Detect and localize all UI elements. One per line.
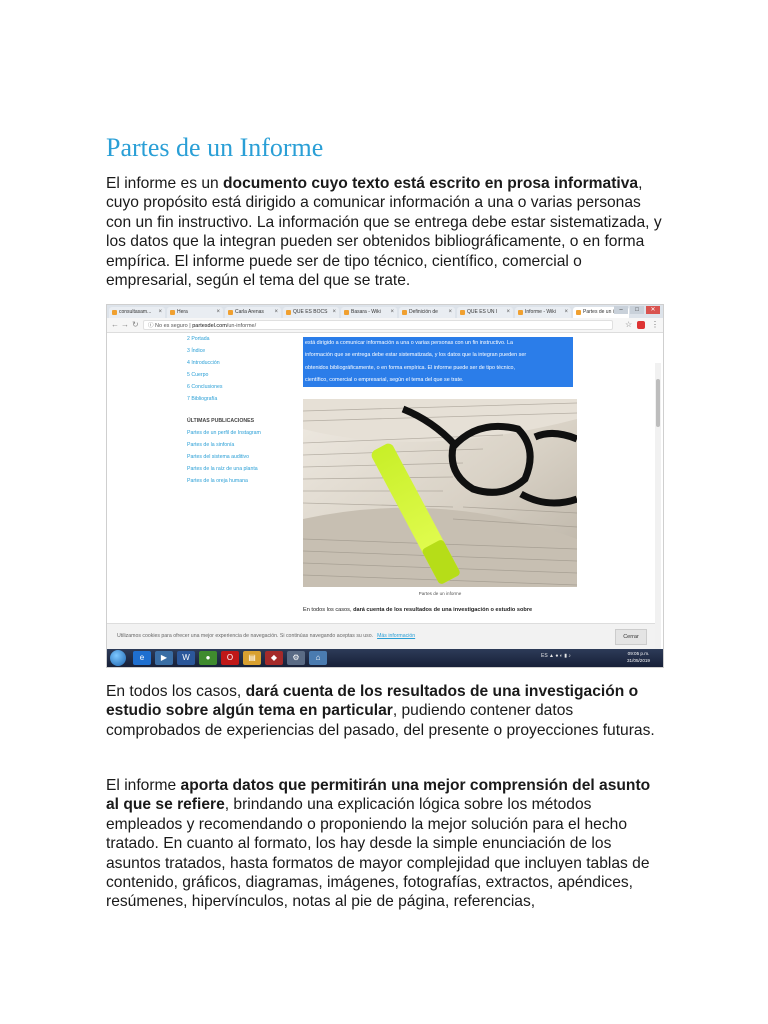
system-tray: ES ▲ ● ◐ ▮ ♪ bbox=[541, 653, 571, 659]
tab-label: consultasam... bbox=[119, 309, 152, 315]
sidebar bbox=[187, 333, 287, 487]
close-window-icon[interactable]: ✕ bbox=[646, 306, 660, 314]
settings-app-icon[interactable]: ⚙ bbox=[287, 651, 305, 665]
browser-tab[interactable] bbox=[515, 307, 571, 318]
sidebar-toc-link[interactable]: 4 Introducción bbox=[187, 360, 220, 366]
clock-time: 09:05 p.m. bbox=[627, 651, 650, 656]
chrome-icon[interactable]: ● bbox=[199, 651, 217, 665]
body-text-line bbox=[303, 607, 603, 613]
browser-tab[interactable] bbox=[283, 307, 339, 318]
paragraph-3 bbox=[106, 776, 662, 912]
browser-tab[interactable] bbox=[341, 307, 397, 318]
highlighted-line: obtenidos bibliográficamente, o en forma empírica. El informe puede ser de tipo técnico, bbox=[305, 364, 516, 371]
favicon-icon bbox=[576, 310, 581, 315]
clock-date: 31/05/2019 bbox=[627, 657, 650, 663]
favicon-icon bbox=[170, 310, 175, 315]
browser-tab[interactable] bbox=[109, 307, 165, 318]
browser-tab[interactable] bbox=[167, 307, 223, 318]
sidebar-post-link[interactable]: Partes de la sinfonía bbox=[187, 442, 235, 448]
scrollbar[interactable] bbox=[655, 363, 661, 651]
paragraph-2 bbox=[106, 682, 662, 740]
taskbar-clock[interactable] bbox=[627, 651, 650, 664]
word-icon[interactable]: W bbox=[177, 651, 195, 665]
tab-label: Partes de un i bbox=[583, 309, 614, 315]
tab-label: QUE ES UN I bbox=[467, 309, 498, 315]
text-run: El informe bbox=[106, 777, 181, 794]
open-book-glasses-photo bbox=[303, 399, 577, 587]
bold-text-run: dará cuenta de los resultados de una investigación o estudio sobre algún tema en particular bbox=[106, 683, 639, 720]
text-run: El informe es un bbox=[106, 175, 224, 192]
image-caption: Partes de un informe bbox=[418, 591, 462, 596]
sidebar-heading: ÚLTIMAS PUBLICACIONES bbox=[187, 418, 255, 424]
highlighted-text bbox=[303, 337, 573, 387]
favicon-icon bbox=[402, 310, 407, 315]
highlighted-line: científico, comercial o empresarial, según el tema del que se trate. bbox=[305, 377, 464, 384]
browser-tab[interactable] bbox=[399, 307, 455, 318]
browser-tab-bar bbox=[107, 305, 663, 318]
cookie-close-button[interactable]: Cerrar bbox=[615, 629, 647, 645]
sidebar-toc-link[interactable]: 3 Índice bbox=[187, 348, 206, 354]
page-title: Partes de un Informe bbox=[106, 133, 324, 162]
favicon-icon bbox=[344, 310, 349, 315]
opera-icon[interactable]: O bbox=[221, 651, 239, 665]
cookie-more-info-link[interactable]: Más información bbox=[377, 633, 416, 639]
highlighted-line: está dirigido a comunicar información a una o varias personas con un fin instructivo. La bbox=[305, 340, 513, 346]
tab-label: Basara - Wiki bbox=[351, 309, 381, 315]
close-tab-icon[interactable]: × bbox=[564, 309, 568, 315]
info-icon: ⓘ bbox=[148, 323, 156, 329]
network-app-icon[interactable]: ⌂ bbox=[309, 651, 327, 665]
close-tab-icon[interactable]: × bbox=[158, 309, 162, 315]
close-tab-icon[interactable]: × bbox=[448, 309, 452, 315]
body-text-bold: dará cuenta de los resultados de una investigación o estudio sobre bbox=[353, 607, 533, 613]
page-content bbox=[107, 333, 663, 623]
start-button-icon[interactable] bbox=[110, 650, 126, 666]
sidebar-toc-link[interactable]: 2 Portada bbox=[187, 336, 210, 342]
text-run: En todos los casos, bbox=[106, 683, 246, 700]
close-tab-icon[interactable]: × bbox=[506, 309, 510, 315]
sidebar-post-link[interactable]: Partes de la oreja humana bbox=[187, 478, 248, 484]
extension-icon[interactable] bbox=[637, 321, 645, 329]
favicon-icon bbox=[286, 310, 291, 315]
bold-text-run: aporta datos que permitirán una mejor comprensión del asunto al que se refiere bbox=[106, 777, 651, 814]
internet-explorer-icon[interactable]: e bbox=[133, 651, 151, 665]
security-status: No es seguro bbox=[155, 323, 188, 329]
minimize-icon[interactable]: – bbox=[614, 306, 628, 314]
menu-kebab-icon[interactable]: ⋮ bbox=[651, 320, 659, 329]
favicon-icon bbox=[460, 310, 465, 315]
tray-language[interactable]: ES bbox=[541, 653, 548, 659]
bookmark-star-icon[interactable]: ☆ bbox=[625, 320, 633, 329]
back-icon[interactable]: ← bbox=[111, 320, 119, 329]
sidebar-toc-link[interactable]: 7 Bibliografía bbox=[187, 396, 218, 402]
favicon-icon bbox=[518, 310, 523, 315]
favicon-icon bbox=[228, 310, 233, 315]
reload-icon[interactable]: ↻ bbox=[132, 320, 139, 329]
sidebar-post-link[interactable]: Partes del sistema auditivo bbox=[187, 454, 249, 460]
paragraph-1 bbox=[106, 174, 662, 290]
url-path: /un-informe/ bbox=[226, 323, 257, 329]
sidebar-toc-link[interactable]: 6 Conclusiones bbox=[187, 384, 223, 390]
url-field[interactable]: ⓘ No es seguro | partesdel.com/un-informe/ bbox=[143, 320, 613, 330]
file-explorer-icon[interactable]: ▤ bbox=[243, 651, 261, 665]
close-tab-icon[interactable]: × bbox=[332, 309, 336, 315]
close-tab-icon[interactable]: × bbox=[390, 309, 394, 315]
tab-label: Hera bbox=[177, 309, 188, 315]
highlighted-line: información que se entrega debe estar sistematizada, y los datos que la integran pueden ser bbox=[305, 352, 527, 359]
sidebar-post-link[interactable]: Partes de un perfil de Instagram bbox=[187, 430, 261, 436]
scrollbar-thumb[interactable] bbox=[656, 379, 660, 427]
maximize-icon[interactable]: □ bbox=[630, 306, 644, 314]
tab-label: Informe - Wiki bbox=[525, 309, 556, 315]
browser-tab[interactable] bbox=[225, 307, 281, 318]
sidebar-toc-link[interactable]: 5 Cuerpo bbox=[187, 372, 209, 378]
favicon-icon bbox=[112, 310, 117, 315]
url-domain: partesdel.com bbox=[192, 323, 227, 329]
window-controls bbox=[614, 306, 660, 314]
windows-taskbar bbox=[107, 649, 663, 667]
text-run: , pudiendo contener datos comprobados de experiencias del pasado, del presente o proyecciones futuras. bbox=[106, 702, 655, 739]
cookie-banner bbox=[107, 623, 655, 650]
tab-label: Carla Arenas bbox=[235, 309, 264, 315]
close-tab-icon[interactable]: × bbox=[274, 309, 278, 315]
forward-icon[interactable]: → bbox=[121, 320, 129, 329]
embedded-screenshot bbox=[106, 304, 664, 668]
browser-tab[interactable] bbox=[457, 307, 513, 318]
body-text-prefix: En todos los casos, bbox=[303, 607, 354, 613]
app-icon[interactable]: ◆ bbox=[265, 651, 283, 665]
cookie-text: Utilizamos cookies para ofrecer una mejor experiencia de navegación. Si continúas navegando aceptas su uso. bbox=[117, 633, 374, 639]
tab-label: QUE ES BOCS bbox=[293, 309, 328, 315]
tab-label: Definición de bbox=[409, 309, 438, 315]
media-player-icon[interactable]: ▶ bbox=[155, 651, 173, 665]
sidebar-post-link[interactable]: Partes de la raíz de una planta bbox=[187, 466, 258, 472]
close-tab-icon[interactable]: × bbox=[216, 309, 220, 315]
bold-text-run: documento cuyo texto está escrito en prosa informativa bbox=[223, 175, 639, 192]
address-bar bbox=[107, 318, 663, 333]
text-run: , brindando una explicación lógica sobre los métodos empleados y recomendando o proponiendo la mejor solución para el hecho tratado. En cuanto al formato, los hay desde la simple enunciación de los asuntos tratados, hasta formatos de mayor complejidad que incluyen tablas de contenido, gráficos, diagramas, imágenes, fotografías, extractos, apéndices, resúmenes, hipervínculos, notas al pie de página, referencias, bbox=[106, 796, 650, 911]
text-run: , cuyo propósito está dirigido a comunicar información a una o varias personas con un fin instructivo. La información que se entrega debe estar sistematizada, y los datos que la integran pueden ser obtenidos bibliográficamente, o en forma empírica. El informe puede ser de tipo técnico, científico, comercial o empresarial, según el tema del que se trate. bbox=[106, 175, 662, 290]
